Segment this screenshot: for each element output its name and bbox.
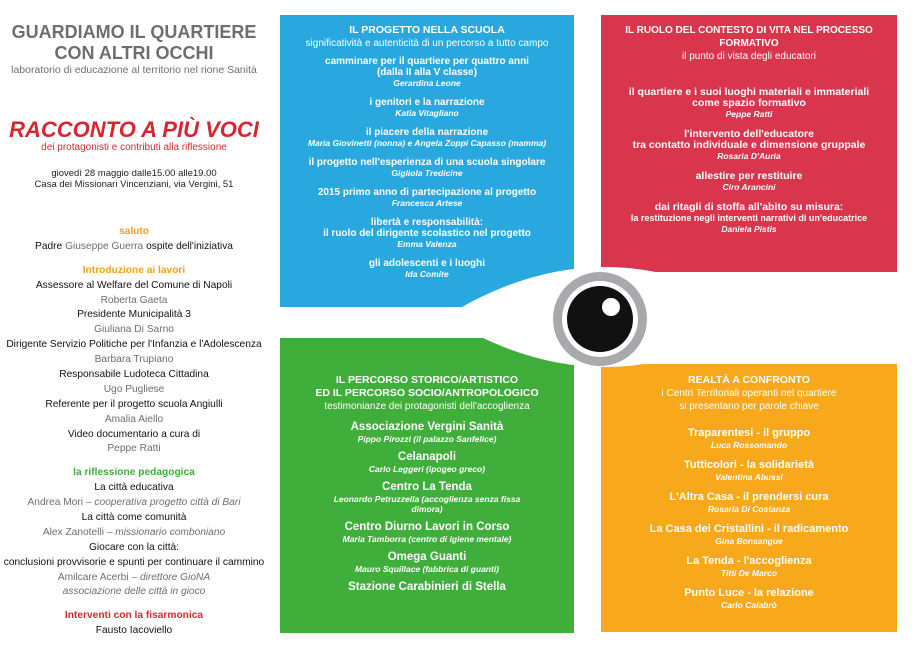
intro-role: Presidente Municipalità 3 (77, 309, 191, 321)
box-item (280, 421, 574, 444)
riflessione-heading: la riflessione pedagogica (73, 467, 195, 479)
item-title: gli adolescenti e i luoghi (368, 258, 486, 269)
box-item (601, 491, 897, 514)
rifl-speaker-3: Amilcare Acerbi – direttore GioNA (57, 571, 211, 583)
item-title: dai ritagli di stoffa all'abito su misura: (654, 201, 844, 213)
lab-subtitle: laboratorio di educazione al territorio nel rione Sanità (11, 64, 257, 76)
item-title: Traparentesi - il gruppo (687, 427, 811, 439)
event-title: RACCONTO A PIÙ VOCI (9, 117, 259, 142)
eye-icon (440, 245, 770, 390)
event-subtitle: dei protagonisti e contributi alla riflessione (41, 142, 227, 153)
box-item (601, 459, 897, 482)
item-speaker: Emma Valenza (397, 239, 457, 249)
item-speaker: Francesca Artese (391, 198, 463, 208)
item-title: camminare per il quartiere per quattro anni (325, 56, 529, 67)
item-speaker: Valentina Abussi (715, 472, 783, 482)
intro-name: Peppe Ratti (107, 443, 161, 455)
rifl-title-3a: Giocare con la città: (88, 541, 180, 553)
program-list (0, 226, 268, 640)
item-title: allestire per restituire (695, 170, 803, 182)
item-speaker: Peppe Ratti (725, 109, 773, 119)
item-title: La Casa dei Cristallini - il radicamento (649, 523, 849, 535)
item-speaker-2: dimora) (411, 504, 443, 514)
box-subheading: significatività e autenticità di un percorso a tutto campo (305, 38, 549, 49)
fisarmonica-heading: Interventi con la fisarmonica (64, 610, 204, 622)
box-item (601, 202, 897, 234)
box-contesto-vita (601, 15, 897, 272)
item-speaker: Maria Tamborra (centro di igiene mentale) (342, 534, 512, 544)
rifl-speaker-1: Andrea Mori – cooperativa progetto città di Bari (27, 497, 241, 509)
box-item (280, 187, 574, 208)
item-speaker: Rosaria Di Costanza (707, 504, 791, 514)
intro-role: Assessore al Welfare del Comune di Napoli (35, 279, 233, 291)
item-speaker: Gigliola Tredicine (391, 168, 463, 178)
box-items (601, 63, 897, 234)
intro-role: Video documentario a cura di (67, 428, 201, 440)
item-speaker: Pippo Pirozzi (il palazzo Sanfelice) (357, 434, 497, 444)
program-column (0, 0, 268, 647)
box-item (280, 481, 574, 514)
item-speaker: Gina Bonsangue (715, 536, 783, 546)
item-title: Tutticolori - la solidarietà (684, 459, 814, 471)
item-speaker: Rosaria D'Auria (717, 151, 781, 161)
item-title-2: tra contatto individuale e dimensione gruppale (632, 139, 866, 151)
intro-name: Ugo Pugliese (103, 383, 165, 395)
saluto-heading: saluto (118, 226, 149, 237)
item-title: La Tenda - l'accoglienza (686, 555, 812, 567)
box-heading: IL RUOLO DEL CONTESTO DI VITA NEL PROCESSO FORMATIVO (625, 25, 873, 49)
box-item (601, 129, 897, 161)
box-item (601, 427, 897, 450)
box-heading-1: IL PERCORSO STORICO/ARTISTICO (335, 374, 519, 386)
box-realta-confronto (601, 364, 897, 632)
item-title-2: il ruolo del dirigente scolastico nel progetto (323, 228, 531, 239)
box-subheading: il punto di vista degli educatori (682, 51, 816, 62)
box-item (280, 521, 574, 544)
box-subheading-2: si presentano per parole chiave (679, 401, 819, 412)
item-title-2: la restituzione negli interventi narrativi di un'educatrice (630, 213, 868, 223)
item-title: Celanapoli (397, 451, 457, 463)
rifl-title-3b: conclusioni provvisorie e spunti per continuare il cammino (3, 556, 265, 568)
item-title: l'intervento dell'educatore (684, 128, 814, 140)
box-subheading: testimonianze dei protagonisti dell'accoglienza (324, 401, 530, 412)
rifl-title-1: La città educativa (94, 482, 174, 494)
item-title: il piacere della narrazione (365, 127, 489, 138)
box-item (280, 97, 574, 118)
fisarmonica-name: Fausto Iacoviello (95, 625, 173, 637)
item-speaker: Carlo Leggeri (ipogeo greco) (368, 464, 486, 474)
box-heading-2: ED IL PERCORSO SOCIO/ANTROPOLOGICO (315, 387, 539, 399)
item-title: i genitori e la narrazione (369, 97, 485, 108)
box-subheading-1: i Centri Territoriali operanti nel quartiere (661, 388, 837, 399)
item-title: Punto Luce - la relazione (684, 587, 814, 599)
main-title: GUARDIAMO IL QUARTIERE CON ALTRI OCCHI (11, 22, 257, 64)
intro-name: Giuliana Di Sarno (94, 324, 174, 336)
intro-role: Referente per il progetto scuola Angiulli (45, 398, 223, 410)
box-items (280, 413, 574, 594)
rifl-speaker-3-org: associazione delle città in gioco (62, 586, 206, 598)
item-title: 2015 primo anno di partecipazione al progetto (317, 187, 537, 198)
box-item (601, 171, 897, 192)
intro-name: Barbara Trupiano (94, 354, 174, 366)
intro-role: Responsabile Ludoteca Cittadina (59, 369, 209, 381)
item-speaker: Titti De Marco (720, 568, 778, 578)
item-speaker: Carlo Calabrò (721, 600, 777, 610)
item-title: Associazione Vergini Sanità (350, 421, 504, 433)
box-item (280, 127, 574, 148)
box-item (601, 587, 897, 610)
item-title: L'Altra Casa - il prendersi cura (669, 491, 829, 503)
box-item (601, 87, 897, 119)
saluto-line: Padre Giuseppe Guerra ospite dell'iniziativa (35, 240, 233, 252)
rifl-speaker-2: Alex Zanotelli – missionario comboniano (42, 526, 226, 538)
box-items (601, 413, 897, 610)
box-item (280, 157, 574, 178)
item-title: il progetto nell'esperienza di una scuola singolare (308, 157, 546, 168)
intro-name: Amalia Aiello (104, 413, 164, 425)
item-title: Omega Guanti (387, 551, 467, 563)
event-when-where: giovedì 28 maggio dalle15.00 alle19.00 Casa dei Missionari Vincenziani, via Vergini, 51 (34, 168, 234, 191)
box-item (280, 451, 574, 474)
item-title: libertà e responsabilità: (370, 217, 484, 228)
box-item (280, 581, 574, 594)
item-speaker: Maria Giovinetti (nonna) e Angela Zoppi Capasso (mamma) (307, 138, 547, 148)
item-speaker: Ciro Arancini (722, 182, 776, 192)
item-speaker: Mauro Squillace (fabbrica di guanti) (354, 564, 500, 574)
item-title-2: come spazio formativo (692, 97, 806, 109)
intro-list (0, 280, 268, 459)
item-speaker: Ida Comite (405, 269, 449, 279)
item-speaker: Luca Rossomando (710, 440, 788, 450)
box-item (601, 555, 897, 578)
box-heading: REALTÀ A CONFRONTO (688, 374, 810, 386)
item-speaker: Gerardina Leone (393, 78, 461, 88)
intro-heading: Introduzione ai lavori (82, 264, 186, 276)
item-title: Stazione Carabinieri di Stella (348, 581, 506, 593)
box-item (280, 56, 574, 88)
box-heading: IL PROGETTO NELLA SCUOLA (349, 24, 505, 36)
item-speaker: Leonardo Petruzzella (accoglienza senza fissa (333, 494, 521, 504)
box-item (601, 523, 897, 546)
intro-role: Dirigente Servizio Politiche per l'Infanzia e l'Adolescenza (6, 339, 262, 351)
item-title: il quartiere e i suoi luoghi materiali e immateriali (628, 86, 870, 98)
item-title: Centro Diurno Lavori in Corso (344, 521, 510, 533)
item-speaker: Katia Vitagliano (395, 108, 459, 118)
item-title: Centro La Tenda (382, 481, 472, 493)
item-speaker: Daniela Pistis (721, 224, 777, 234)
rifl-title-2: La città come comunità (81, 512, 187, 524)
intro-name: Roberta Gaeta (100, 294, 168, 306)
box-item (280, 551, 574, 574)
item-title-2: (dalla II alla V classe) (376, 67, 478, 78)
